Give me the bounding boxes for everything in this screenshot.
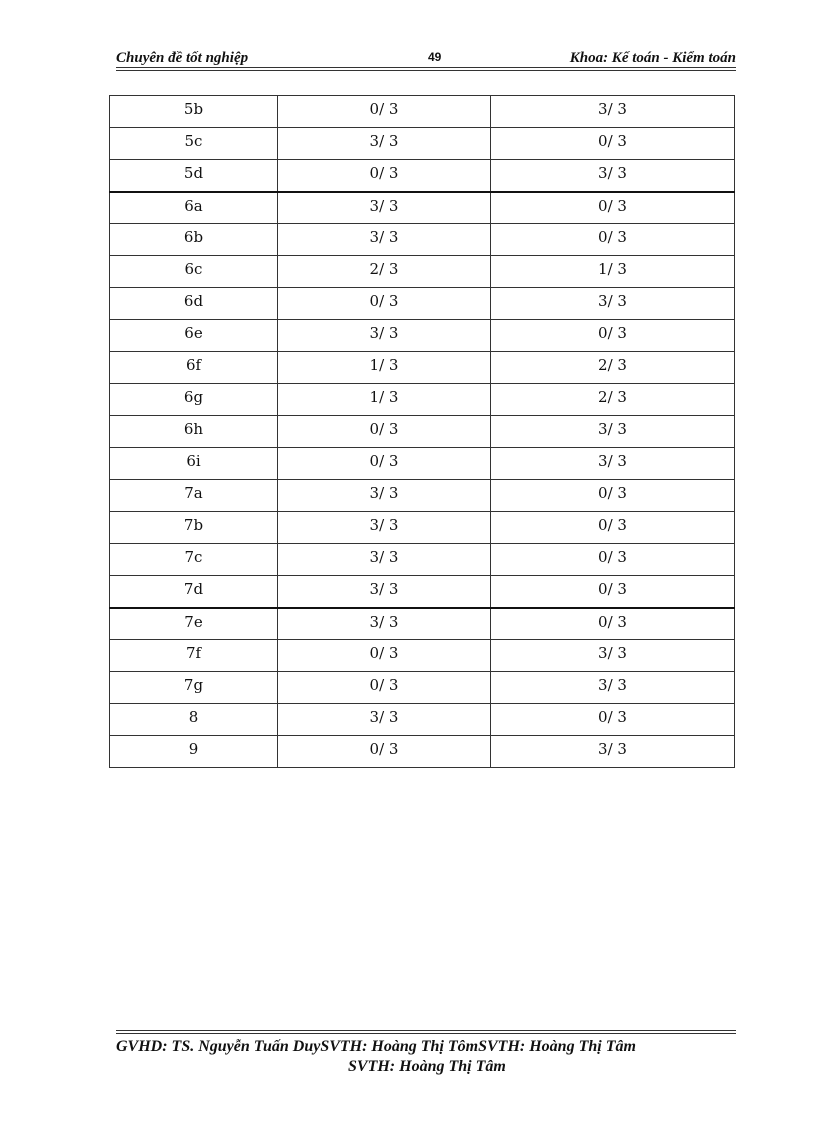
value-col-b: 0/ 3 xyxy=(491,608,735,640)
value-col-a: 1/ 3 xyxy=(278,352,491,384)
value-col-a: 3/ 3 xyxy=(278,544,491,576)
value-col-b: 3/ 3 xyxy=(491,640,735,672)
value-col-b: 0/ 3 xyxy=(491,224,735,256)
row-label: 7b xyxy=(110,512,278,544)
value-col-a: 3/ 3 xyxy=(278,480,491,512)
header-rule-double xyxy=(116,70,736,71)
table-row xyxy=(110,416,735,448)
page-number: 49 xyxy=(428,50,442,64)
row-label: 6b xyxy=(110,224,278,256)
table-row xyxy=(110,352,735,384)
row-label: 6a xyxy=(110,192,278,224)
value-col-a: 3/ 3 xyxy=(278,576,491,608)
value-col-a: 3/ 3 xyxy=(278,704,491,736)
row-label: 6h xyxy=(110,416,278,448)
value-col-a: 0/ 3 xyxy=(278,736,491,768)
value-col-a: 3/ 3 xyxy=(278,192,491,224)
row-label: 5b xyxy=(110,96,278,128)
table-row xyxy=(110,160,735,192)
row-label: 7g xyxy=(110,672,278,704)
value-col-b: 1/ 3 xyxy=(491,256,735,288)
value-col-a: 3/ 3 xyxy=(278,512,491,544)
value-col-b: 0/ 3 xyxy=(491,320,735,352)
value-col-b: 3/ 3 xyxy=(491,160,735,192)
value-col-a: 0/ 3 xyxy=(278,672,491,704)
row-label: 6d xyxy=(110,288,278,320)
value-col-a: 3/ 3 xyxy=(278,224,491,256)
value-col-a: 3/ 3 xyxy=(278,128,491,160)
value-col-b: 3/ 3 xyxy=(491,416,735,448)
value-col-a: 0/ 3 xyxy=(278,640,491,672)
table-row xyxy=(110,256,735,288)
table-row xyxy=(110,608,735,640)
table-row xyxy=(110,640,735,672)
footer-line-1: GVHD: TS. Nguyễn Tuấn DuySVTH: Hoàng Thị TômSVTH: Hoàng Thị Tâm xyxy=(116,1038,636,1055)
row-label: 6i xyxy=(110,448,278,480)
row-label: 6e xyxy=(110,320,278,352)
footer-rule-double xyxy=(116,1033,736,1034)
value-col-b: 0/ 3 xyxy=(491,704,735,736)
value-col-b: 0/ 3 xyxy=(491,128,735,160)
table-row xyxy=(110,672,735,704)
value-col-b: 2/ 3 xyxy=(491,352,735,384)
results-table xyxy=(109,95,735,768)
page-footer xyxy=(116,1037,736,1077)
table-row xyxy=(110,320,735,352)
footer-rule xyxy=(116,1030,736,1031)
value-col-b: 3/ 3 xyxy=(491,448,735,480)
header-rule xyxy=(116,67,736,68)
value-col-a: 3/ 3 xyxy=(278,320,491,352)
value-col-b: 3/ 3 xyxy=(491,288,735,320)
value-col-a: 0/ 3 xyxy=(278,416,491,448)
table-row xyxy=(110,288,735,320)
table-row xyxy=(110,544,735,576)
value-col-a: 0/ 3 xyxy=(278,96,491,128)
table-row xyxy=(110,576,735,608)
table-row xyxy=(110,704,735,736)
value-col-a: 2/ 3 xyxy=(278,256,491,288)
row-label: 9 xyxy=(110,736,278,768)
value-col-b: 3/ 3 xyxy=(491,736,735,768)
value-col-a: 0/ 3 xyxy=(278,160,491,192)
header-department: Khoa: Kế toán - Kiểm toán xyxy=(569,50,736,66)
table-row xyxy=(110,480,735,512)
row-label: 8 xyxy=(110,704,278,736)
table-row xyxy=(110,736,735,768)
table-row xyxy=(110,224,735,256)
row-label: 7c xyxy=(110,544,278,576)
value-col-a: 3/ 3 xyxy=(278,608,491,640)
row-label: 7f xyxy=(110,640,278,672)
row-label: 6f xyxy=(110,352,278,384)
value-col-b: 3/ 3 xyxy=(491,96,735,128)
value-col-b: 0/ 3 xyxy=(491,480,735,512)
row-label: 5c xyxy=(110,128,278,160)
table-row xyxy=(110,192,735,224)
row-label: 7a xyxy=(110,480,278,512)
header-title: Chuyên đề tốt nghiệp xyxy=(116,50,249,66)
value-col-b: 0/ 3 xyxy=(491,192,735,224)
row-label: 5d xyxy=(110,160,278,192)
row-label: 7d xyxy=(110,576,278,608)
table-row xyxy=(110,128,735,160)
value-col-b: 0/ 3 xyxy=(491,512,735,544)
value-col-a: 0/ 3 xyxy=(278,448,491,480)
row-label: 6c xyxy=(110,256,278,288)
value-col-b: 0/ 3 xyxy=(491,576,735,608)
value-col-a: 0/ 3 xyxy=(278,288,491,320)
value-col-a: 1/ 3 xyxy=(278,384,491,416)
table-row xyxy=(110,384,735,416)
row-label: 6g xyxy=(110,384,278,416)
table-row xyxy=(110,448,735,480)
footer-line-2: SVTH: Hoàng Thị Tâm xyxy=(348,1058,506,1075)
value-col-b: 0/ 3 xyxy=(491,544,735,576)
table-row xyxy=(110,96,735,128)
value-col-b: 2/ 3 xyxy=(491,384,735,416)
row-label: 7e xyxy=(110,608,278,640)
value-col-b: 3/ 3 xyxy=(491,672,735,704)
page-header xyxy=(116,46,736,68)
table-row xyxy=(110,512,735,544)
